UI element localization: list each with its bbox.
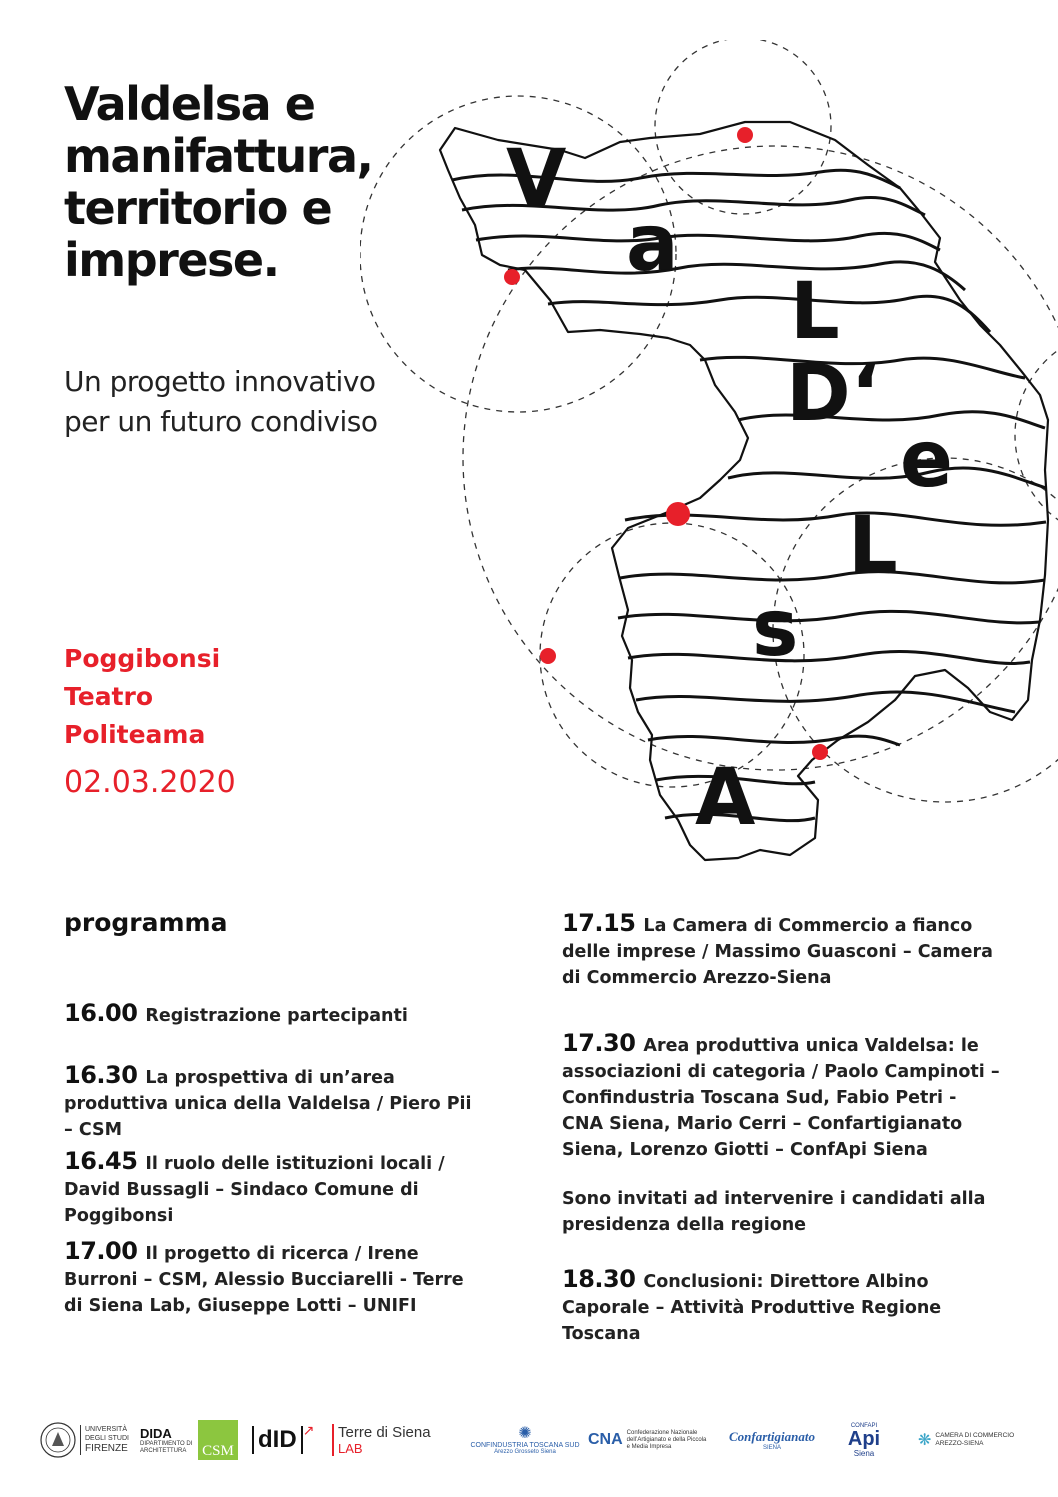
program-text: Conclusioni: Direttore Albino Caporale – Attività Produttive Regione Toscana: [562, 1272, 942, 1344]
logo-terre-di-siena: [332, 1410, 452, 1470]
program-item: [64, 1000, 484, 1029]
region-outline: [440, 122, 1048, 860]
cna-line-3: dell’Artigianato e della Piccola: [626, 1436, 707, 1443]
logo-dida: [140, 1410, 200, 1470]
program-item: [64, 1148, 484, 1229]
cna-line-2: Confederazione Nazionale: [626, 1429, 698, 1436]
logo-confartigianato: [720, 1410, 824, 1470]
event-date: 02.03.2020: [64, 765, 236, 800]
logo-camera-commercio: [918, 1410, 1028, 1470]
map-letter-l-1: L: [790, 267, 840, 357]
cna-name: CNA: [588, 1431, 623, 1448]
subtitle-line-2: per un futuro condiviso: [64, 405, 378, 438]
program-text: La Camera di Commercio a fianco delle imprese / Massimo Guasconi – Camera di Commercio Arezzo-Siena: [562, 916, 993, 988]
confapi-top: CONFAPI: [850, 1422, 878, 1429]
map-letter-d: D‘: [786, 349, 881, 439]
did-arrow-icon: ↗: [302, 1421, 315, 1438]
program-time: 17.00: [64, 1237, 138, 1265]
program-time: 16.00: [64, 999, 138, 1027]
unifi-seal-icon: [40, 1422, 76, 1458]
camera-line-1: CAMERA DI COMMERCIO: [935, 1432, 1015, 1439]
unifi-line-3: FIRENZE: [85, 1443, 128, 1454]
logo-unifi: [40, 1410, 136, 1470]
subtitle-line-1: Un progetto innovativo: [64, 365, 376, 398]
csm-name: CSM: [202, 1443, 234, 1459]
unifi-line-2: DEGLI STUDI: [85, 1435, 129, 1442]
program-text: Il ruolo delle istituzioni locali / David Bussagli – Sindaco Comune di Poggibonsi: [64, 1154, 445, 1226]
map-letter-v: V: [506, 134, 567, 224]
title-line-3: territorio e: [64, 181, 332, 235]
program-item: [562, 1266, 1002, 1347]
title-line-1: Valdelsa e: [64, 77, 315, 131]
confindustria-sub: Arezzo Grosseto Siena: [494, 1448, 556, 1455]
program-note: Sono invitati ad intervenire i candidati alla presidenza della regione: [562, 1189, 986, 1235]
map-dot-4: [540, 648, 556, 664]
program-heading: programma: [64, 908, 228, 937]
dida-line-2: DIPARTIMENTO DI: [140, 1440, 193, 1447]
confindustria-emblem-icon: ✺: [518, 1424, 532, 1442]
venue-line-3: Politeama: [64, 720, 206, 749]
program-time: 17.15: [562, 909, 636, 937]
program-time: 18.30: [562, 1265, 636, 1293]
dashed-circle-edge: [1015, 330, 1058, 540]
valdelsa-map-illustration: [360, 40, 1058, 870]
confapi-city: Siena: [853, 1448, 875, 1458]
dida-line-3: ARCHITETTURA: [140, 1447, 187, 1454]
did-name: dID: [252, 1426, 303, 1454]
title-line-2: manifattura,: [64, 129, 373, 183]
camera-emblem-icon: ❋: [918, 1432, 932, 1449]
map-letter-s: s: [752, 584, 799, 674]
program-item: [562, 1030, 1002, 1163]
logo-confindustria: [460, 1410, 590, 1470]
logo-did: [252, 1410, 320, 1470]
program-item: [562, 910, 1002, 991]
sponsor-logos: [40, 1410, 1030, 1470]
map-letter-l-2: L: [848, 501, 898, 591]
confartigianato-name: Confartigianato: [729, 1429, 815, 1444]
program-text: Area produttiva unica Valdelsa: le associazioni di categoria / Paolo Campinoti – Confindustria Toscana Sud, Fabio Petri - CNA Siena, Mario Cerri – Confartigianato Siena, Lorenzo Giotti – ConfApi Siena: [562, 1036, 1000, 1160]
terre-name: Terre di Siena: [338, 1424, 431, 1441]
map-dot-3: [666, 502, 690, 526]
unifi-line-1: UNIVERSITÀ: [85, 1426, 128, 1433]
program-item: [64, 1238, 484, 1319]
map-letter-a-upper: A: [695, 753, 756, 843]
program-text: Il progetto di ricerca / Irene Burroni – CSM, Alessio Bucciarelli - Terre di Siena Lab, Giuseppe Lotti – UNIFI: [64, 1244, 464, 1316]
logo-csm: [198, 1410, 240, 1470]
map-dot-5: [812, 744, 828, 760]
terre-lab: LAB: [338, 1441, 363, 1456]
program-time: 16.45: [64, 1147, 138, 1175]
cna-line-4: e Media Impresa: [626, 1443, 672, 1450]
map-dot-1: [737, 127, 753, 143]
map-letter-a-lower: a: [626, 199, 679, 289]
dida-name: DIDA: [140, 1425, 172, 1441]
title-line-4: imprese.: [64, 233, 279, 287]
camera-line-2: AREZZO-SIENA: [935, 1440, 984, 1447]
logo-cna: [588, 1410, 716, 1470]
venue-line-2: Teatro: [64, 682, 154, 711]
confapi-name: Api: [847, 1427, 881, 1450]
confartigianato-city: SIENA: [762, 1445, 781, 1451]
program-text: Registrazione partecipanti: [145, 1006, 408, 1026]
confindustria-name: CONFINDUSTRIA TOSCANA SUD: [470, 1441, 580, 1449]
venue-city: Poggibonsi: [64, 644, 221, 673]
program-time: 16.30: [64, 1061, 138, 1089]
map-letter-e: e: [900, 415, 953, 505]
program-item: [64, 1062, 484, 1143]
map-dot-2: [504, 269, 520, 285]
logo-confapi: [832, 1410, 896, 1470]
program-text: La prospettiva di un’area produttiva unica della Valdelsa / Piero Pii – CSM: [64, 1068, 472, 1140]
event-venue: [64, 640, 220, 754]
program-time: 17.30: [562, 1029, 636, 1057]
